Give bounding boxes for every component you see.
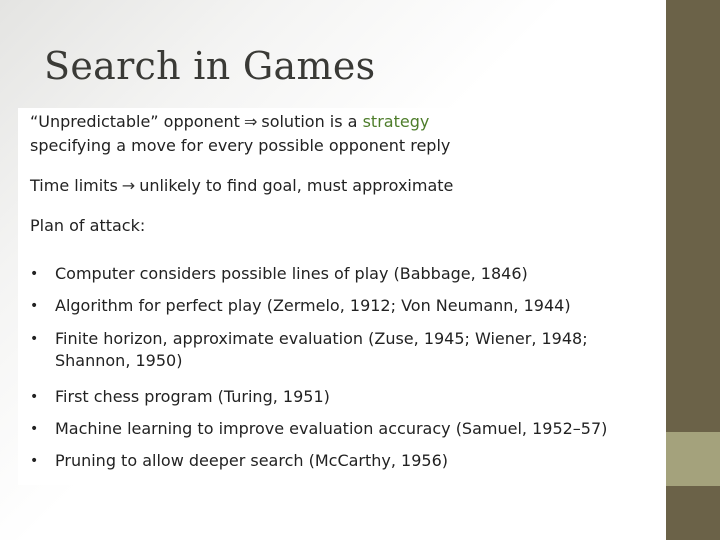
bullet-icon: •: [30, 421, 39, 437]
line-3-suffix: unlikely to find goal, must approximate: [139, 176, 454, 195]
bullet-text: Algorithm for perfect play (Zermelo, 1912; Von Neumann, 1944): [55, 296, 571, 315]
line-2: specifying a move for every possible opponent reply: [30, 136, 451, 155]
strategy-highlight: strategy: [362, 112, 430, 131]
right-decor-accent-block: [666, 432, 720, 486]
bullet-icon: •: [30, 389, 39, 405]
implies-arrow-icon: ⇒: [243, 112, 258, 131]
bullet-item: [30, 450, 636, 472]
bullet-icon: •: [30, 266, 39, 282]
line-1-mid: solution is a: [261, 112, 358, 131]
bullet-item: [30, 386, 636, 408]
bullet-text: Machine learning to improve evaluation accuracy (Samuel, 1952–57): [55, 419, 608, 438]
bullet-item: [30, 263, 636, 285]
bullet-item: [30, 328, 636, 372]
plan-heading: Plan of attack:: [30, 216, 146, 235]
bullet-item: [30, 295, 636, 317]
bullet-text: Computer considers possible lines of play (Babbage, 1846): [55, 264, 528, 283]
line-1-prefix: “Unpredictable” opponent: [30, 112, 240, 131]
bullet-text: First chess program (Turing, 1951): [55, 387, 330, 406]
line-1: [30, 112, 429, 131]
bullet-text: Pruning to allow deeper search (McCarthy, 1956): [55, 451, 449, 470]
bullet-text: Finite horizon, approximate evaluation (Zuse, 1945; Wiener, 1948; Shannon, 1950): [55, 329, 588, 370]
bullet-icon: •: [30, 331, 39, 347]
bullet-item: [30, 418, 636, 440]
bullet-icon: •: [30, 298, 39, 314]
bullet-icon: •: [30, 453, 39, 469]
right-arrow-icon: →: [121, 176, 136, 195]
line-3-prefix: Time limits: [30, 176, 118, 195]
slide-title: Search in Games: [44, 44, 376, 88]
line-3: [30, 176, 453, 195]
content-image: [18, 108, 636, 485]
